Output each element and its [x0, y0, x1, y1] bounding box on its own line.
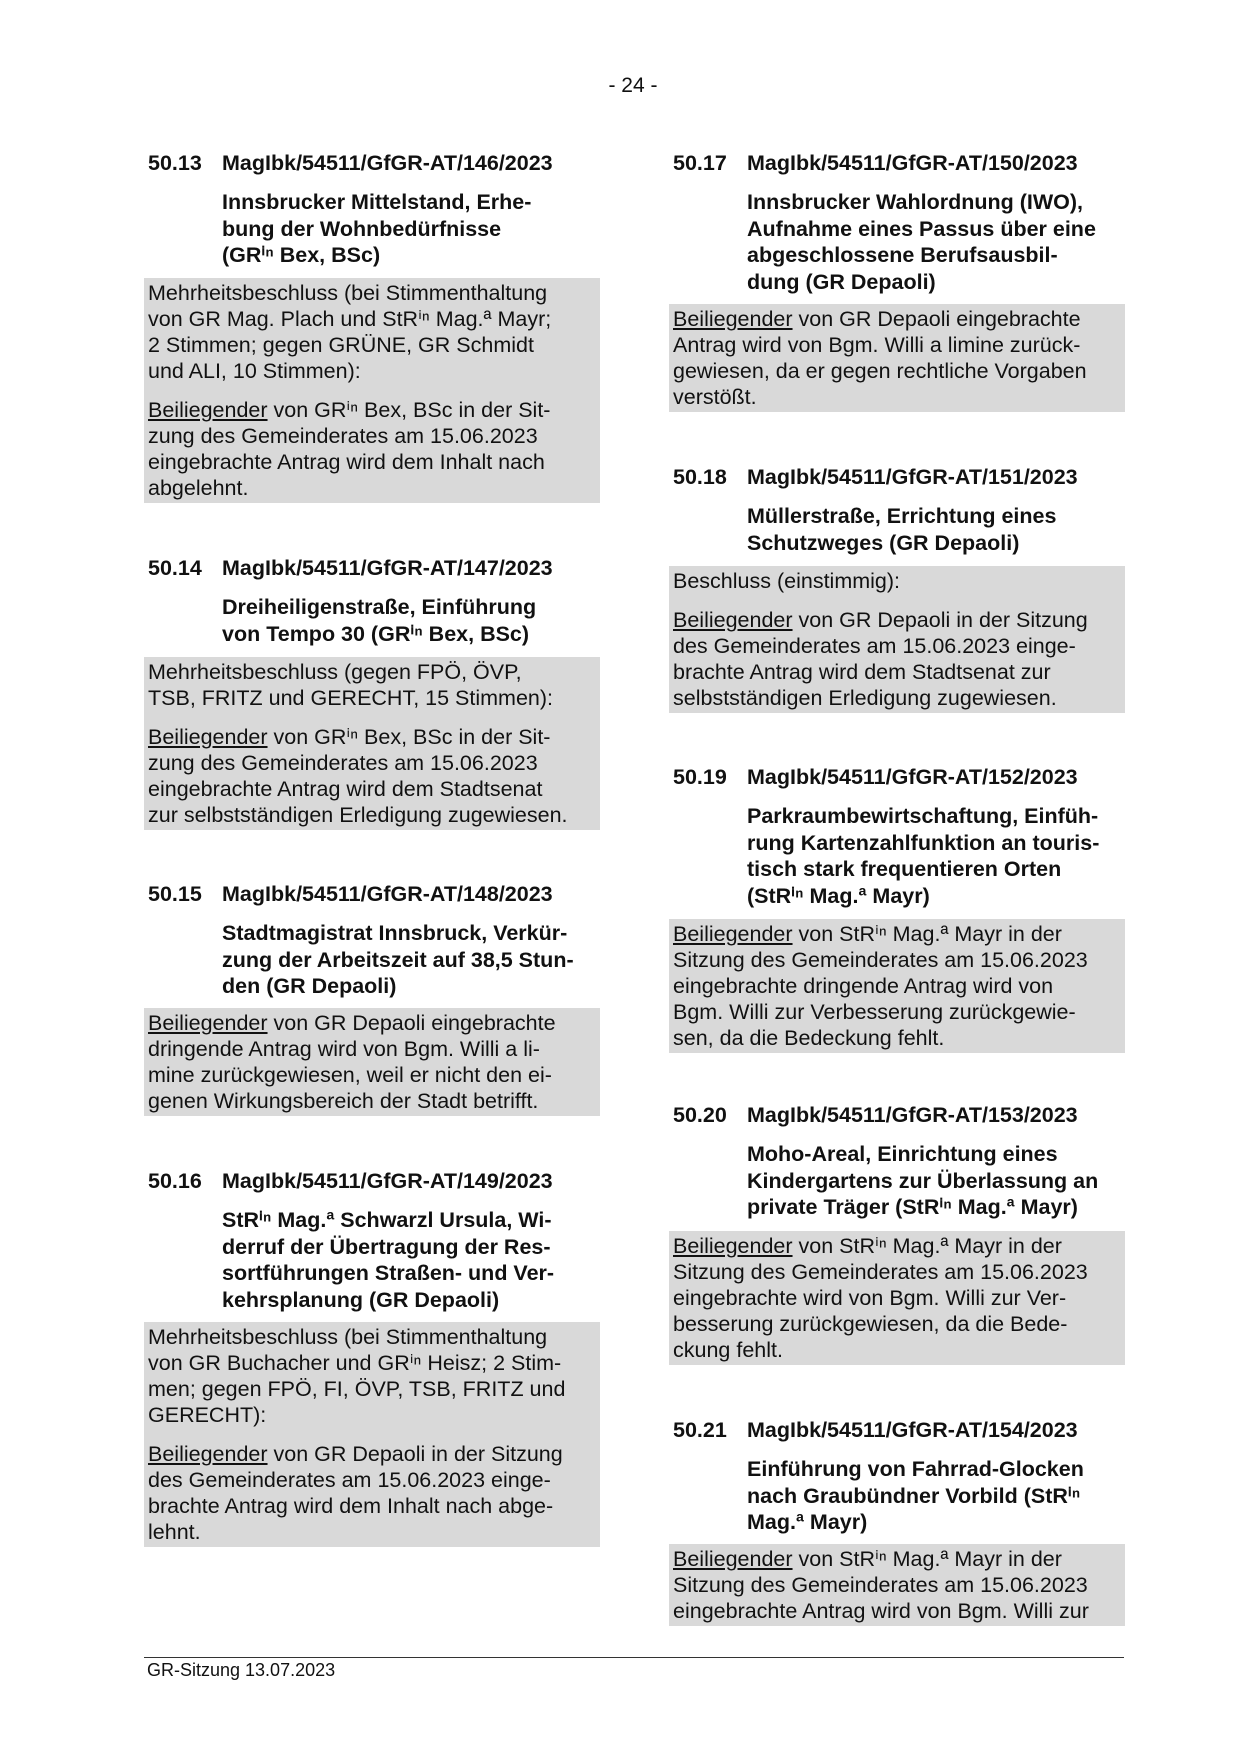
agenda-item — [144, 555, 600, 647]
title-line: Müllerstraße, Errichtung eines — [747, 504, 1057, 528]
text-line: von GR Buchacher und GRⁱⁿ Heisz; 2 Stim- — [148, 1351, 562, 1375]
item-title — [747, 503, 1125, 556]
item-reference: MagIbk/54511/GfGR-AT/149/2023 — [222, 1169, 553, 1193]
underlined-word: Beiliegender — [673, 1234, 793, 1258]
text-line: Beiliegender von GRⁱⁿ Bex, BSc in der Sit- — [148, 398, 551, 422]
text-line: Beiliegender von StRⁱⁿ Mag.ª Mayr in der — [673, 1234, 1062, 1258]
item-number: 50.19 — [673, 765, 727, 789]
underlined-word: Beiliegender — [148, 1442, 268, 1466]
item-reference: MagIbk/54511/GfGR-AT/148/2023 — [222, 882, 553, 906]
underlined-word: Beiliegender — [673, 922, 793, 946]
item-number: 50.15 — [148, 882, 202, 906]
text-line: Mehrheitsbeschluss (gegen FPÖ, ÖVP, — [148, 660, 522, 684]
title-line: Dreiheiligenstraße, Einführung — [222, 595, 537, 619]
item-title — [222, 189, 600, 269]
underlined-word: Beiliegender — [148, 398, 268, 422]
text-line: zung des Gemeinderates am 15.06.2023 — [148, 751, 538, 775]
title-line: zung der Arbeitszeit auf 38,5 Stun- — [222, 947, 574, 972]
text-line: eingebrachte dringende Antrag wird von — [673, 974, 1054, 998]
resolution-box — [669, 566, 1125, 713]
underlined-word: Beiliegender — [673, 307, 793, 331]
text-line: Sitzung des Gemeinderates am 15.06.2023 — [673, 1260, 1088, 1284]
agenda-item — [669, 764, 1125, 909]
agenda-item — [144, 1168, 600, 1313]
text-line: Mehrheitsbeschluss (bei Stimmenthaltung — [148, 281, 548, 305]
resolution-box — [669, 919, 1125, 1053]
resolution-paragraph — [148, 280, 600, 384]
item-heading — [669, 764, 1125, 790]
text-line: TSB, FRITZ und GERECHT, 15 Stimmen): — [148, 686, 554, 710]
text-line: eingebrachte Antrag wird dem Stadtsenat — [148, 777, 543, 801]
item-number: 50.20 — [673, 1103, 727, 1127]
agenda-item — [669, 150, 1125, 295]
text-line: zur selbstständigen Erledigung zugewiesen. — [148, 803, 568, 827]
title-line: StRⁱⁿ Mag.ª Schwarzl Ursula, Wi- — [222, 1208, 552, 1232]
text-line: Beiliegender von GR Depaoli in der Sitzung — [673, 608, 1088, 632]
text-line: Beiliegender von GRⁱⁿ Bex, BSc in der Sit- — [148, 725, 551, 749]
item-heading — [669, 1417, 1125, 1443]
resolution-paragraph — [148, 397, 600, 501]
item-reference: MagIbk/54511/GfGR-AT/152/2023 — [747, 765, 1078, 789]
text-line: des Gemeinderates am 15.06.2023 einge- — [148, 1468, 551, 1492]
title-line: Parkraumbewirtschaftung, Einfüh- — [747, 804, 1099, 828]
title-line: von Tempo 30 (GRⁱⁿ Bex, BSc) — [222, 621, 530, 646]
text-line: men; gegen FPÖ, FI, ÖVP, TSB, FRITZ und — [148, 1377, 566, 1401]
title-line: abgeschlossene Berufsausbil- — [747, 243, 1058, 267]
text-line: genen Wirkungsbereich der Stadt betrifft. — [148, 1089, 539, 1113]
item-title — [747, 803, 1125, 909]
text-line: Beiliegender von GR Depaoli eingebrachte — [148, 1011, 556, 1035]
underlined-word: Beiliegender — [673, 1547, 793, 1571]
title-line: tisch stark frequentieren Orten — [747, 857, 1062, 881]
agenda-item — [669, 464, 1125, 556]
item-heading — [144, 881, 600, 907]
resolution-paragraph — [673, 1546, 1125, 1624]
resolution-paragraph — [673, 921, 1125, 1051]
agenda-item — [669, 1102, 1125, 1221]
resolution-paragraph — [673, 568, 1125, 594]
text-line: zung des Gemeinderates am 15.06.2023 — [148, 424, 538, 448]
item-number: 50.21 — [673, 1418, 727, 1442]
item-title — [222, 1207, 600, 1313]
text-line: eingebrachte Antrag wird von Bgm. Willi zur — [673, 1599, 1089, 1623]
resolution-paragraph — [148, 1010, 600, 1114]
footer-text: GR-Sitzung 13.07.2023 — [147, 1660, 336, 1680]
text-line: Beiliegender von StRⁱⁿ Mag.ª Mayr in der — [673, 1547, 1062, 1571]
text-line: besserung zurückgewiesen, da die Bede- — [673, 1312, 1068, 1336]
text-line: selbstständigen Erledigung zugewiesen. — [673, 686, 1057, 710]
text-line: dringende Antrag wird von Bgm. Willi a li- — [148, 1037, 540, 1061]
title-line: Einführung von Fahrrad-Glocken — [747, 1457, 1084, 1481]
item-reference: MagIbk/54511/GfGR-AT/151/2023 — [747, 465, 1078, 489]
resolution-paragraph — [673, 1233, 1125, 1363]
text-line: brachte Antrag wird dem Stadtsenat zur — [673, 660, 1051, 684]
title-line: Kindergartens zur Überlassung an — [747, 1168, 1099, 1193]
page-number: - 24 - — [608, 74, 658, 97]
title-line: (StRⁱⁿ Mag.ª Mayr) — [747, 883, 930, 908]
title-line: sortführungen Straßen- und Ver- — [222, 1261, 555, 1285]
title-line: (GRⁱⁿ Bex, BSc) — [222, 243, 381, 267]
item-reference: MagIbk/54511/GfGR-AT/153/2023 — [747, 1103, 1078, 1127]
text-line: ckung fehlt. — [673, 1338, 783, 1362]
underlined-word: Beiliegender — [673, 608, 793, 632]
text-line: Beschluss (einstimmig): — [673, 569, 900, 593]
resolution-paragraph — [148, 659, 600, 711]
resolution-box — [144, 278, 600, 503]
resolution-paragraph — [148, 1324, 600, 1428]
footer-divider — [144, 1657, 1124, 1658]
title-line: bung der Wohnbedürfnisse — [222, 216, 502, 241]
item-heading — [669, 464, 1125, 490]
text-line: eingebrachte Antrag wird dem Inhalt nach — [148, 450, 545, 474]
agenda-item — [669, 1417, 1125, 1536]
text-line: brachte Antrag wird dem Inhalt nach abge- — [148, 1494, 554, 1518]
text-line: Beiliegender von GR Depaoli in der Sitzung — [148, 1442, 563, 1466]
item-title — [747, 189, 1125, 295]
resolution-paragraph — [673, 306, 1125, 410]
resolution-paragraph — [673, 607, 1125, 711]
item-reference: MagIbk/54511/GfGR-AT/150/2023 — [747, 151, 1078, 175]
resolution-paragraph — [148, 1441, 600, 1545]
text-line: Sitzung des Gemeinderates am 15.06.2023 — [673, 1573, 1088, 1597]
text-line: abgelehnt. — [148, 476, 249, 500]
text-line: lehnt. — [148, 1520, 201, 1544]
resolution-paragraph — [148, 724, 600, 828]
text-line: Mehrheitsbeschluss (bei Stimmenthaltung — [148, 1325, 548, 1349]
underlined-word: Beiliegender — [148, 1011, 268, 1035]
title-line: Mag.ª Mayr) — [747, 1510, 868, 1534]
title-line: private Träger (StRⁱⁿ Mag.ª Mayr) — [747, 1195, 1078, 1219]
title-line: Stadtmagistrat Innsbruck, Verkür- — [222, 921, 568, 945]
item-reference: MagIbk/54511/GfGR-AT/154/2023 — [747, 1418, 1078, 1442]
resolution-box — [144, 1322, 600, 1547]
item-title — [222, 594, 600, 647]
title-line: den (GR Depaoli) — [222, 974, 397, 998]
agenda-item — [144, 881, 600, 1000]
resolution-box — [669, 304, 1125, 412]
title-line: Moho-Areal, Einrichtung eines — [747, 1142, 1058, 1166]
title-line: Aufnahme eines Passus über eine — [747, 216, 1096, 241]
agenda-item — [144, 150, 600, 269]
title-line: rung Kartenzahlfunktion an touris- — [747, 830, 1100, 855]
item-reference: MagIbk/54511/GfGR-AT/147/2023 — [222, 556, 553, 580]
item-number: 50.17 — [673, 151, 727, 175]
title-line: dung (GR Depaoli) — [747, 269, 936, 294]
item-number: 50.14 — [148, 556, 202, 580]
item-title — [222, 920, 600, 1000]
resolution-box — [669, 1231, 1125, 1365]
text-line: Beiliegender von StRⁱⁿ Mag.ª Mayr in der — [673, 922, 1062, 946]
text-line: Bgm. Willi zur Verbesserung zurückgewie- — [673, 1000, 1076, 1024]
item-heading — [144, 1168, 600, 1194]
text-line: mine zurückgewiesen, weil er nicht den ei- — [148, 1063, 552, 1087]
text-line: gewiesen, da er gegen rechtliche Vorgaben — [673, 359, 1087, 383]
text-line: 2 Stimmen; gegen GRÜNE, GR Schmidt — [148, 333, 534, 357]
text-line: Sitzung des Gemeinderates am 15.06.2023 — [673, 948, 1088, 972]
text-line: verstößt. — [673, 385, 757, 409]
title-line: derruf der Übertragung der Res- — [222, 1234, 551, 1259]
text-line: Antrag wird von Bgm. Willi a limine zurück- — [673, 333, 1081, 357]
item-title — [747, 1456, 1125, 1536]
text-line: eingebrachte wird von Bgm. Willi zur Ver- — [673, 1286, 1067, 1310]
title-line: Schutzweges (GR Depaoli) — [747, 530, 1020, 555]
text-line: und ALI, 10 Stimmen): — [148, 359, 361, 383]
item-number: 50.16 — [148, 1169, 202, 1193]
title-line: Innsbrucker Wahlordnung (IWO), — [747, 190, 1084, 214]
item-heading — [669, 150, 1125, 176]
title-line: kehrsplanung (GR Depaoli) — [222, 1287, 500, 1312]
title-line: Innsbrucker Mittelstand, Erhe- — [222, 190, 532, 214]
text-line: GERECHT): — [148, 1403, 267, 1427]
item-heading — [144, 555, 600, 581]
item-title — [747, 1141, 1125, 1221]
item-heading — [669, 1102, 1125, 1128]
item-number: 50.13 — [148, 151, 202, 175]
item-heading — [144, 150, 600, 176]
resolution-box — [669, 1544, 1125, 1626]
resolution-box — [144, 657, 600, 830]
resolution-box — [144, 1008, 600, 1116]
text-line: von GR Mag. Plach und StRⁱⁿ Mag.ª Mayr; — [148, 307, 552, 331]
underlined-word: Beiliegender — [148, 725, 268, 749]
item-number: 50.18 — [673, 465, 727, 489]
item-reference: MagIbk/54511/GfGR-AT/146/2023 — [222, 151, 553, 175]
text-line: Beiliegender von GR Depaoli eingebrachte — [673, 307, 1081, 331]
title-line: nach Graubündner Vorbild (StRⁱⁿ — [747, 1483, 1081, 1508]
text-line: sen, da die Bedeckung fehlt. — [673, 1026, 945, 1050]
text-line: des Gemeinderates am 15.06.2023 einge- — [673, 634, 1076, 658]
